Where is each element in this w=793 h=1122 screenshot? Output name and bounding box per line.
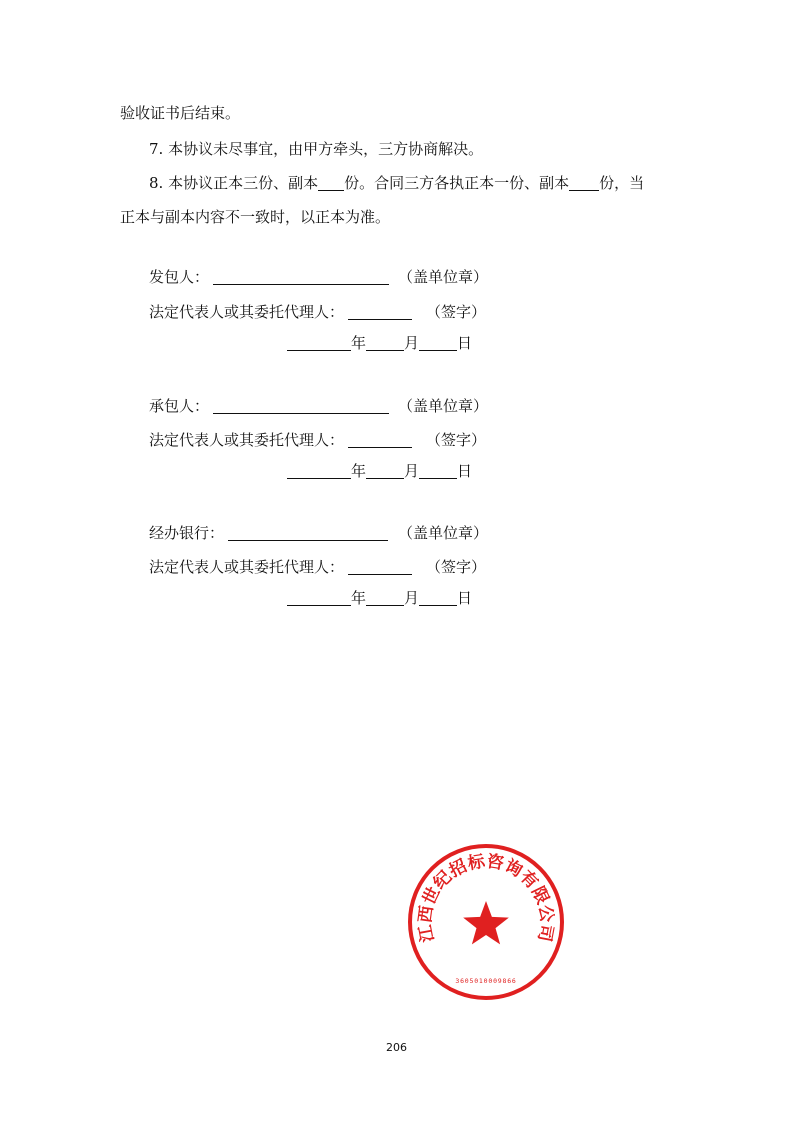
rep-label: 法定代表人或其委托代理人： — [149, 303, 345, 321]
company-seal — [405, 841, 567, 1003]
party-label: 经办银行： — [149, 524, 225, 542]
star-icon — [463, 901, 509, 944]
clause-continuation: 验收证书后结束。 — [120, 104, 241, 122]
sign-note: （签字） — [426, 431, 487, 449]
party-row — [149, 396, 389, 416]
rep-label: 法定代表人或其委托代理人： — [149, 431, 345, 449]
year-blank[interactable] — [287, 462, 351, 479]
rep-row — [149, 302, 412, 322]
seal-note: （盖单位章） — [398, 524, 489, 542]
date-row — [287, 588, 472, 608]
sign-note: （签字） — [426, 303, 487, 321]
clause-8-text-a: 8. 本协议正本三份、副本 — [149, 174, 319, 192]
rep-row — [149, 557, 412, 577]
day-blank[interactable] — [419, 334, 457, 351]
clause-8-text-c: 份，当 — [599, 174, 645, 192]
date-row — [287, 461, 472, 481]
party-row — [149, 523, 388, 543]
day-label: 日 — [457, 589, 473, 607]
day-label: 日 — [457, 462, 473, 480]
seal-code: 3605010009866 — [455, 977, 517, 985]
month-blank[interactable] — [366, 589, 404, 606]
party-blank[interactable] — [213, 268, 389, 285]
sign-note: （签字） — [426, 558, 487, 576]
clause-8-line-2: 正本与副本内容不一致时，以正本为准。 — [120, 208, 391, 226]
day-blank[interactable] — [419, 589, 457, 606]
rep-row — [149, 430, 412, 450]
copies-count-blank[interactable] — [318, 174, 344, 191]
month-blank[interactable] — [366, 334, 404, 351]
rep-blank[interactable] — [348, 558, 412, 575]
year-blank[interactable] — [287, 589, 351, 606]
party-blank[interactable] — [228, 524, 388, 541]
year-label: 年 — [351, 589, 367, 607]
month-label: 月 — [404, 334, 420, 352]
seal-note: （盖单位章） — [398, 397, 489, 415]
party-blank[interactable] — [213, 397, 389, 414]
day-label: 日 — [457, 334, 473, 352]
party-row — [149, 267, 389, 287]
month-blank[interactable] — [366, 462, 404, 479]
month-label: 月 — [404, 589, 420, 607]
year-label: 年 — [351, 462, 367, 480]
rep-label: 法定代表人或其委托代理人： — [149, 558, 345, 576]
month-label: 月 — [404, 462, 420, 480]
party-label: 承包人： — [149, 397, 210, 415]
seal-company-text: 江西世纪招标咨询有限公司 — [415, 851, 557, 944]
year-label: 年 — [351, 334, 367, 352]
clause-8-text-b: 份。合同三方各执正本一份、副本 — [344, 174, 570, 192]
day-blank[interactable] — [419, 462, 457, 479]
clause-7: 7. 本协议未尽事宜，由甲方牵头，三方协商解决。 — [149, 140, 484, 158]
page-number: 206 — [386, 1041, 407, 1054]
date-row — [287, 333, 472, 353]
copies-each-blank[interactable] — [569, 174, 599, 191]
year-blank[interactable] — [287, 334, 351, 351]
rep-blank[interactable] — [348, 303, 412, 320]
seal-note: （盖单位章） — [398, 268, 489, 286]
party-label: 发包人： — [149, 268, 210, 286]
rep-blank[interactable] — [348, 431, 412, 448]
clause-8-line-1 — [149, 173, 644, 193]
